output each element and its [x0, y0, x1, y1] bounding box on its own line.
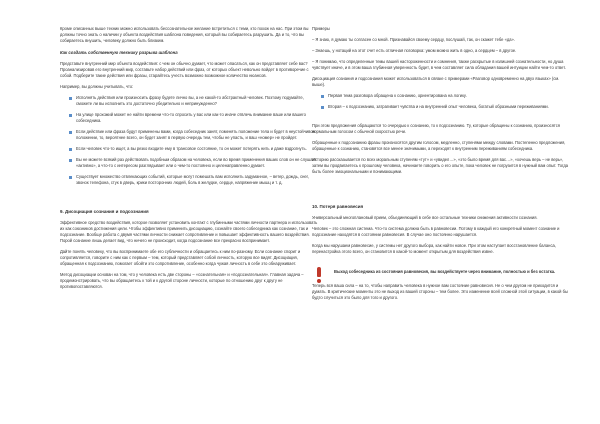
- square-bullet-icon: [69, 131, 72, 134]
- paragraph: Кроме описанных выше техник можно использовать бессознательное желание встретиться с теми, кто похож на нас. При этом вы должны точно знать о наличии у объекта воздействия шаблона поведения, который вы собираетесь разрушить. Да и то, что вы собираетесь внушить, человеку должно быть близким.: [60, 26, 309, 43]
- paragraph: Теперь вся ваша сила – на то, чтобы направить человека в нужное вам состояние равновесия. Не о чем другом не приходится и думать. В критические моменты это не выход из вашей стороны – тем более. Это изменение всей сложной этой ситуации, в какой бы будто случиться это было для того и другого.: [312, 283, 568, 300]
- list-item: [60, 174, 318, 186]
- square-bullet-icon: [69, 176, 72, 179]
- paragraph: Историю рассказывается по всех моральным ступеням «тут» и «увидел…», «это было время для вас…», «хочешь верь – не верь», затем вы продвигаетесь к прошлому человека, начинаете говорить о его опыте, пока человек не погрузится в нужный вам опыт. Тогда быть более эмоциональными и понимающими.: [312, 157, 569, 174]
- paragraph: Представьте внутренний мир объекта воздействия: с чем он обычно думает, что может опасаться, как он представляет себе вас? Проанализировав его внутренний мир, составьте набор действий или фраз, от которых объект невольно войдет в противоречие с собой. Подберите такие действия или фразы, старайтесь учесть возможно возможное количество нюансов.: [60, 61, 309, 78]
- list-item: [60, 157, 318, 169]
- square-bullet-icon: [69, 114, 72, 117]
- paragraph: Например, вы должны учитывать, что:: [60, 84, 134, 89]
- subsection-heading: Как создать собственную технику разрыва шаблона: [60, 50, 178, 55]
- left-column: [60, 26, 318, 295]
- list-item-text: Вторая – к подсознанию, затрагивает чувства и на внутренний опыт человека, богатый образными переживаниями.: [328, 104, 549, 109]
- paragraph: Дисоциация сознания и подсознания может использоваться в связке с примерами «Разговор одновременно на двух языках» (см. выше).: [312, 76, 560, 87]
- list-item-text: Если человек что-то ищет, а вы резко входите ему в трансовое состояние, то он может потерять нить и даже вздрогнуть.: [76, 146, 307, 151]
- exclamation-icon: [316, 267, 322, 283]
- list-item-text: Существует множество отвлекающих событий, которые могут помешать вам исполнить задуманное, – ветер, дождь, снег, звонок телефона, стук в дверь, крики посторонних людей, боль в желудке, сердце, напряжение мышц и т. д.: [76, 174, 309, 185]
- paragraph: – Я знаю, я думаю ты согласен со мной. Признавайся своему сердцу, послушай, так, он скажет тебе «да».: [312, 37, 515, 42]
- list-item: [60, 129, 318, 141]
- section-heading: 9. Дисоциация сознания и подсознания: [60, 209, 149, 214]
- paragraph: Человек – это сложная система. Что-то система должна быть в равновесии. Потому в каждый его конкретный момент сознание и подсознание находятся в состоянии равновесия. В случае оно постоянно нарушается.: [312, 226, 560, 237]
- list-item-text: Вы не можете всякий раз действовать подобным образом на человека, если во время применения ваших слов он не слушает «активно», а что-то с интересом разглядывает или о чем-то постоянно и целенаправленно думает.: [76, 157, 317, 168]
- list-item-text: Исполнять действия или произносить фразу будете лично вы, а не какой-то абстрактный человек. Поэтому подумайте, сможете ли вы исполнить это достаточно убедительно и непринужденно?: [76, 95, 304, 106]
- square-bullet-icon: [321, 95, 324, 98]
- square-bullet-icon: [69, 97, 72, 100]
- list-item: [60, 146, 318, 152]
- paragraph: Универсальный многоплановый прием, объединяющий в себе все остальные техники снижения активности сознания.: [312, 215, 538, 220]
- list-item: [312, 93, 570, 99]
- paragraph: Дайте понять человеку, что вы воспринимаете обе его субличности и обращаетесь к ним по-разному. Если сознание спорит и сопротивляется, говорите с ним как с первым – тем, который представляет собой личность, которую все видят. Дисоциация, обращенная к подсознанию, помогает обойти это сопротивление, особенно когда чужая личность в себе это обнаруживает.: [60, 249, 301, 266]
- list-item-text: Если действие или фраза будут применены вами, когда собеседник занят, поменять положение тела и будет в неустойчивом положении, то, вероятнее всего, он будет занят в первую очередь тем, чтобы не упасть, и ваш «номер» не пройдет.: [76, 129, 316, 140]
- list-item: [312, 104, 570, 110]
- callout-text: Выход собеседника из состояния равновесия, вы воздействуете через внимание, полностью и без остатка.: [334, 269, 556, 274]
- right-column: [312, 26, 570, 306]
- list-item: [60, 95, 318, 107]
- list-item-text: Первая тема разговора обращена к сознанию, ориентирована на логику.: [328, 93, 467, 98]
- paragraph: Эффективное средство воздействия, которое позволяет установить контакт с глубинными частями личности партнера и использовать их как союзников достижения цели. Чтобы эффективно применить дисоциацию, сознайте своего собеседника как сознание, так и подсознание. Вообще работа с двумя частями личности снижает сопротивление и повышает эффективность вашего воздействия. Порой сознание лишь делает вид, что ничего не происходит, когда подсознание все прекрасно воспринимает.: [60, 220, 318, 243]
- square-bullet-icon: [69, 159, 72, 162]
- list-item: [60, 112, 318, 124]
- callout-note: [312, 269, 570, 275]
- paragraph: Обращенные к подсознанию фразы произносятся другим голосом, медленно, ступенями между словами. Постепенно предложения, обращенные к сознанию, становятся все менее значимыми, а переходят к внутренним переживаниям собеседника.: [312, 140, 566, 151]
- bullet-list: [312, 93, 570, 110]
- paragraph: Когда мы нарушаем равновесие, у системы нет другого выбора, как найти новое. При этом наступает восстановление баланса, перенастройка этого всего, он становится в какой-то момент открытым для воздействия извне.: [312, 243, 556, 254]
- paragraph: При этом предложения обращаются то очередью к сознанию, то к подсознанию. Ту, которые обращены к сознанию, произносятся нормальным голосом с обычной скоростью речи.: [312, 123, 561, 134]
- paragraph: – Знаешь, у нотаций на этот счет есть отличная поговорка: умом можно жить в одно, а сердцем – в другое.: [312, 48, 517, 53]
- list-item-text: На улице прохожий может не найти времени что-то спросить у вас или как-то иначе отвлечь внимание ваше или вашего собеседника.: [76, 112, 306, 123]
- paragraph: Метод дисоциации основан на том, что у человека есть две стороны – «сознательная» и «подсознательная». Главная задача – продемонстрировать, что вы обращаетесь к той и к другой стороне личности, которые по отношению друг к другу не противопоставляются.: [60, 272, 304, 289]
- paragraph: – Я понимаю, что определенные темы вашей настороженности и сомнения, также раскрытые в излишней сознательности, но душа чувствует иначе, и в этом ваша глубинная уверенность будет, в чем составляет сила обладания вашей интуиции найти чем-то ответ.: [312, 59, 566, 70]
- square-bullet-icon: [321, 106, 324, 109]
- section-heading: 10. Потеря равновесия: [312, 204, 364, 209]
- bullet-list: [60, 95, 318, 186]
- square-bullet-icon: [69, 148, 72, 151]
- examples-heading: Примеры: [312, 26, 330, 31]
